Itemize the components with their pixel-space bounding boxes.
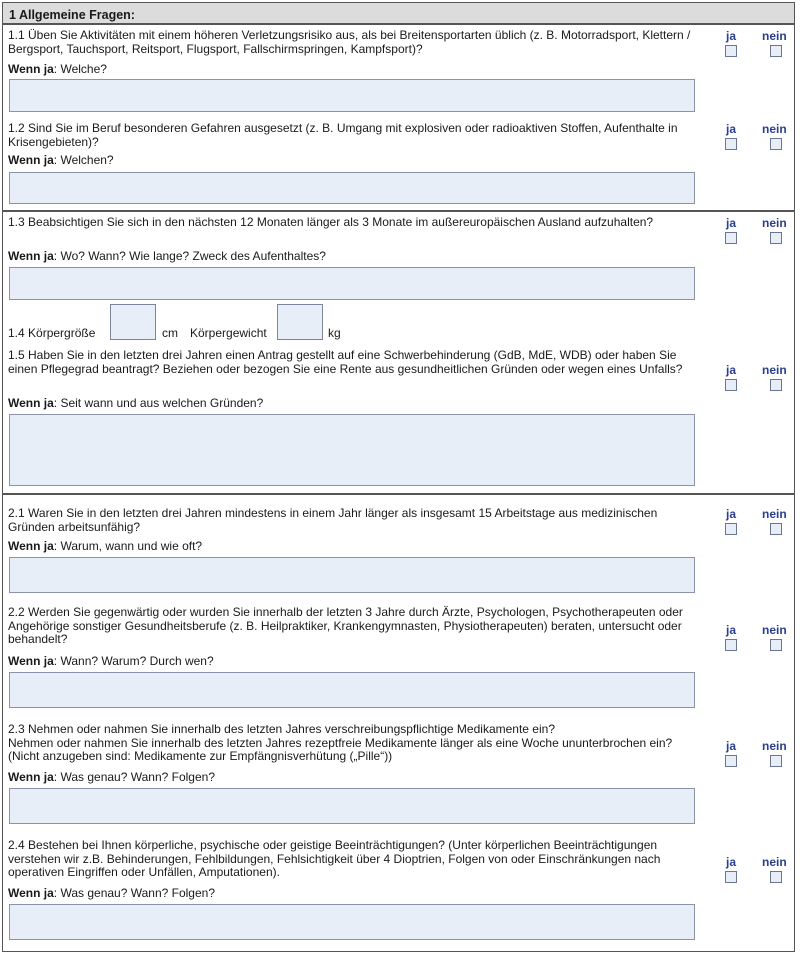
weight-label: Körpergewicht <box>190 326 267 340</box>
yes-checkbox-1-1[interactable] <box>725 45 737 57</box>
yes-label: ja <box>726 216 737 230</box>
no-checkbox-1-2[interactable] <box>770 138 782 150</box>
no-label: nein <box>762 122 787 136</box>
yes-label: ja <box>726 623 737 637</box>
answer-field-2-4[interactable] <box>9 904 695 940</box>
question-1-5: 1.5 Haben Sie in den letzten drei Jahren einen Antrag gestellt auf eine Schwerbehinderung (GdB, MdE, WDB) oder haben Sie einen Pflegegrad beantragt? Beziehen oder bezogen Sie eine Rente aus gesundheitlichen Gründen oder wegen eines Unfalls? <box>8 348 683 376</box>
no-label: nein <box>762 363 787 377</box>
answer-field-1-1[interactable] <box>9 79 695 112</box>
no-label: nein <box>762 855 787 869</box>
followup-label-1-3: Wenn ja: Wo? Wann? Wie lange? Zweck des Aufenthaltes? <box>8 249 326 263</box>
yes-checkbox-2-3[interactable] <box>725 755 737 767</box>
yes-label: ja <box>726 855 737 869</box>
section-header <box>2 2 795 24</box>
question-2-4: 2.4 Bestehen bei Ihnen körperliche, psychische oder geistige Beeinträchtigungen? (Unter körperlichen Beeinträchtigungen verstehen wir z.B. Behinderungen, Fehlbildungen, Fehlsichtigkeit über 4 Dioptrien, Folgen von oder Einschränkungen nach operativen Eingriffen oder Unfällen, Amputationen). <box>8 838 661 879</box>
no-checkbox-1-1[interactable] <box>770 45 782 57</box>
yes-label: ja <box>726 363 737 377</box>
question-2-3: 2.3 Nehmen oder nahmen Sie innerhalb des letzten Jahres verschreibungspflichtige Medikamente ein? Nehmen oder nahmen Sie innerhalb des letzten Jahres rezeptfreie Medikamente länger als eine Woche ununterbrochen ein? (Nicht anzugeben sind: Medikamente zur Empfängnisverhütung („Pille“)) <box>8 722 673 763</box>
followup-label-2-4: Wenn ja: Was genau? Wann? Folgen? <box>8 886 216 900</box>
answer-field-2-3[interactable] <box>9 788 695 824</box>
yes-checkbox-2-1[interactable] <box>725 523 737 535</box>
yes-label: ja <box>726 29 737 43</box>
yes-checkbox-2-2[interactable] <box>725 639 737 651</box>
no-checkbox-2-1[interactable] <box>770 523 782 535</box>
no-label: nein <box>762 507 787 521</box>
question-2-2: 2.2 Werden Sie gegenwärtig oder wurden Sie innerhalb der letzten 3 Jahre durch Ärzte, Psychologen, Psychotherapeuten oder Angehörige sonstiger Gesundheitsberufe (z. B. Heilpraktiker, Krankengymnasten, Physiotherapeuten) beraten, untersucht oder behandelt? <box>8 605 683 646</box>
question-1-2: 1.2 Sind Sie im Beruf besonderen Gefahren ausgesetzt (z. B. Umgang mit explosiven oder radioaktiven Stoffen, Aufenthalte in Krisengebieten)? <box>8 121 678 149</box>
followup-label-2-2: Wenn ja: Wann? Warum? Durch wen? <box>8 654 214 668</box>
followup-label-1-2: Wenn ja: Welchen? <box>8 153 114 167</box>
yes-checkbox-1-5[interactable] <box>725 379 737 391</box>
no-checkbox-1-3[interactable] <box>770 232 782 244</box>
no-label: nein <box>762 29 787 43</box>
answer-field-2-1[interactable] <box>9 557 695 593</box>
no-checkbox-2-3[interactable] <box>770 755 782 767</box>
followup-label-2-1: Wenn ja: Warum, wann und wie oft? <box>8 539 203 553</box>
answer-field-1-2[interactable] <box>9 172 695 204</box>
yes-label: ja <box>726 507 737 521</box>
question-1-1: 1.1 Üben Sie Aktivitäten mit einem höheren Verletzungsrisiko aus, als bei Breitensportarten üblich (z. B. Motorradsport, Klettern / Bergsport, Tauchsport, Reitsport, Flugsport, Fallschirmspringen, Kampfsport)? <box>8 28 691 56</box>
answer-field-2-2[interactable] <box>9 672 695 708</box>
no-checkbox-2-2[interactable] <box>770 639 782 651</box>
section-title: 1 Allgemeine Fragen: <box>9 8 135 22</box>
question-1-3: 1.3 Beabsichtigen Sie sich in den nächsten 12 Monaten länger als 3 Monate im außereuropäischen Ausland aufzuhalten? <box>8 215 654 229</box>
yes-checkbox-1-3[interactable] <box>725 232 737 244</box>
yes-checkbox-2-4[interactable] <box>725 871 737 883</box>
followup-label-1-1: Wenn ja: Welche? <box>8 62 107 76</box>
no-label: nein <box>762 739 787 753</box>
answer-field-1-3[interactable] <box>9 267 695 300</box>
weight-unit: kg <box>328 326 341 340</box>
no-checkbox-1-5[interactable] <box>770 379 782 391</box>
no-checkbox-2-4[interactable] <box>770 871 782 883</box>
answer-field-1-5[interactable] <box>9 414 695 486</box>
section-block-3 <box>2 494 795 952</box>
question-2-1: 2.1 Waren Sie in den letzten drei Jahren mindestens in einem Jahr länger als insgesamt 15 Arbeitstage aus medizinischen Gründen arbeitsunfähig? <box>8 506 658 534</box>
no-label: nein <box>762 216 787 230</box>
yes-label: ja <box>726 739 737 753</box>
height-input[interactable] <box>110 304 156 340</box>
followup-label-2-3: Wenn ja: Was genau? Wann? Folgen? <box>8 770 216 784</box>
section-block-1 <box>2 24 795 211</box>
yes-label: ja <box>726 122 737 136</box>
height-label: 1.4 Körpergröße <box>8 326 96 340</box>
no-label: nein <box>762 623 787 637</box>
yes-checkbox-1-2[interactable] <box>725 138 737 150</box>
followup-label-1-5: Wenn ja: Seit wann und aus welchen Gründen? <box>8 396 264 410</box>
weight-input[interactable] <box>277 304 323 340</box>
height-unit: cm <box>162 326 178 340</box>
section-block-2 <box>2 211 795 494</box>
